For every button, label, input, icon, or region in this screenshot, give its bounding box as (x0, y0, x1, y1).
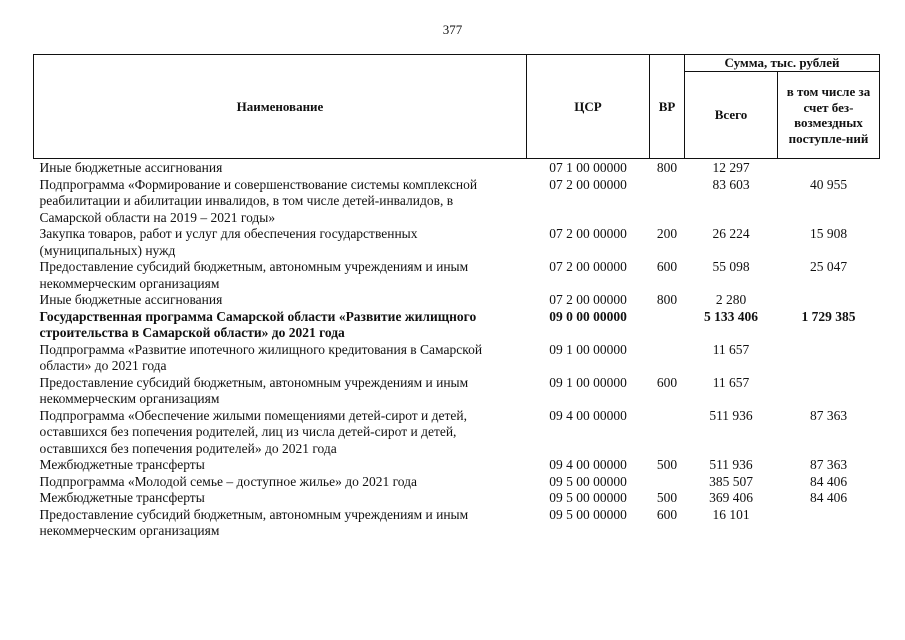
row-grants (778, 507, 880, 540)
header-csr: ЦСР (527, 55, 650, 159)
row-grants: 15 908 (809, 226, 848, 241)
row-name: Межбюджетные трансферты (39, 457, 205, 472)
table-row (34, 226, 880, 259)
table-row (34, 457, 880, 474)
row-grants: 87 363 (809, 407, 848, 423)
row-csr: 09 5 00 00000 (549, 490, 627, 505)
row-total: 2 280 (715, 292, 747, 307)
row-csr: 09 5 00 00000 (549, 473, 627, 489)
row-total: 511 936 (709, 407, 753, 423)
table-row (34, 292, 880, 309)
header-grants: в том числе за счет без-возмездных поступле-ний (778, 72, 880, 159)
row-vr (650, 177, 685, 227)
row-name: Предоставление субсидий бюджетным, автономным учреждениям и иным некоммерческим организациям (39, 506, 469, 538)
table-row (34, 474, 880, 491)
row-total: 83 603 (712, 176, 750, 192)
row-csr: 09 5 00 00000 (549, 506, 627, 522)
row-total: 55 098 (712, 259, 750, 274)
table-row (34, 177, 880, 227)
header-vr: ВР (650, 55, 685, 159)
row-vr: 600 (656, 506, 678, 522)
row-grants: 40 955 (809, 176, 848, 192)
row-name: Подпрограмма «Обеспечение жилыми помещениями детей-сирот и детей, оставшихся без попечения родителей, лиц из числа детей-сирот и детей, оставшихся без попечения родителей» до 2021 года (39, 407, 468, 456)
table-row (34, 375, 880, 408)
row-name: Межбюджетные трансферты (39, 490, 205, 505)
row-csr: 09 1 00 00000 (549, 374, 627, 390)
row-name: Подпрограмма «Развитие ипотечного жилищного кредитования в Самарской области» до 2021 года (39, 341, 483, 373)
row-csr: 07 2 00 00000 (549, 176, 627, 192)
row-grants: 84 406 (809, 473, 848, 489)
row-name: Иные бюджетные ассигнования (39, 160, 223, 175)
row-vr: 500 (656, 490, 678, 505)
row-grants: 25 047 (809, 259, 848, 274)
row-name: Подпрограмма «Молодой семье – доступное жилье» до 2021 года (39, 473, 417, 489)
row-vr (650, 309, 685, 342)
budget-table (33, 54, 880, 540)
row-total: 369 406 (709, 490, 753, 505)
row-csr: 07 2 00 00000 (549, 226, 627, 241)
row-vr (650, 408, 685, 458)
header-name: Наименование (34, 55, 527, 159)
row-vr (650, 342, 685, 375)
row-total: 11 657 (712, 374, 750, 390)
row-csr: 09 0 00 00000 (549, 308, 627, 324)
header-sum-group: Сумма, тыс. рублей (685, 55, 880, 72)
row-csr: 07 2 00 00000 (549, 259, 627, 274)
row-vr: 800 (656, 292, 678, 307)
row-vr: 600 (656, 259, 678, 274)
row-csr: 07 2 00 00000 (549, 292, 627, 307)
row-total: 11 657 (712, 341, 750, 357)
row-grants (778, 375, 880, 408)
row-vr: 800 (656, 160, 678, 175)
table-body (34, 159, 880, 540)
row-total: 12 297 (712, 160, 750, 175)
table-row (34, 342, 880, 375)
row-csr: 09 4 00 00000 (549, 457, 627, 472)
row-name: Иные бюджетные ассигнования (39, 292, 223, 307)
table-header (34, 55, 880, 159)
row-vr: 600 (656, 374, 678, 390)
header-total: Всего (685, 72, 778, 159)
row-total: 385 507 (709, 473, 753, 489)
row-grants: 84 406 (809, 490, 848, 505)
table-row (34, 159, 880, 177)
row-vr (650, 474, 685, 491)
row-name: Закупка товаров, работ и услуг для обеспечения государственных (муниципальных) нужд (39, 226, 418, 258)
table-row (34, 408, 880, 458)
row-name: Подпрограмма «Формирование и совершенствование системы комплексной реабилитации и абилитации инвалидов, в том числе детей-инвалидов, в Самарской области на 2019 – 2021 годы» (39, 176, 478, 225)
row-grants (778, 292, 880, 309)
row-total: 511 936 (709, 457, 753, 472)
row-name: Государственная программа Самарской области «Развитие жилищного строительства в Самарской области» до 2021 года (39, 308, 477, 340)
row-grants: 1 729 385 (801, 308, 856, 324)
row-csr: 07 1 00 00000 (549, 160, 627, 175)
table-row (34, 507, 880, 540)
row-csr: 09 4 00 00000 (549, 407, 627, 423)
table-row (34, 309, 880, 342)
table-row (34, 259, 880, 292)
row-vr: 500 (656, 457, 678, 472)
row-total: 26 224 (712, 226, 750, 241)
row-total: 16 101 (712, 506, 750, 522)
row-csr: 09 1 00 00000 (549, 341, 627, 357)
row-name: Предоставление субсидий бюджетным, автономным учреждениям и иным некоммерческим организациям (39, 374, 469, 406)
row-grants (778, 159, 880, 177)
row-grants: 87 363 (809, 457, 848, 472)
row-total: 5 133 406 (704, 308, 758, 324)
page-number: 377 (442, 22, 463, 37)
row-vr: 200 (656, 226, 678, 241)
row-grants (778, 342, 880, 375)
table-row (34, 490, 880, 507)
row-name: Предоставление субсидий бюджетным, автономным учреждениям и иным некоммерческим организациям (39, 259, 469, 291)
